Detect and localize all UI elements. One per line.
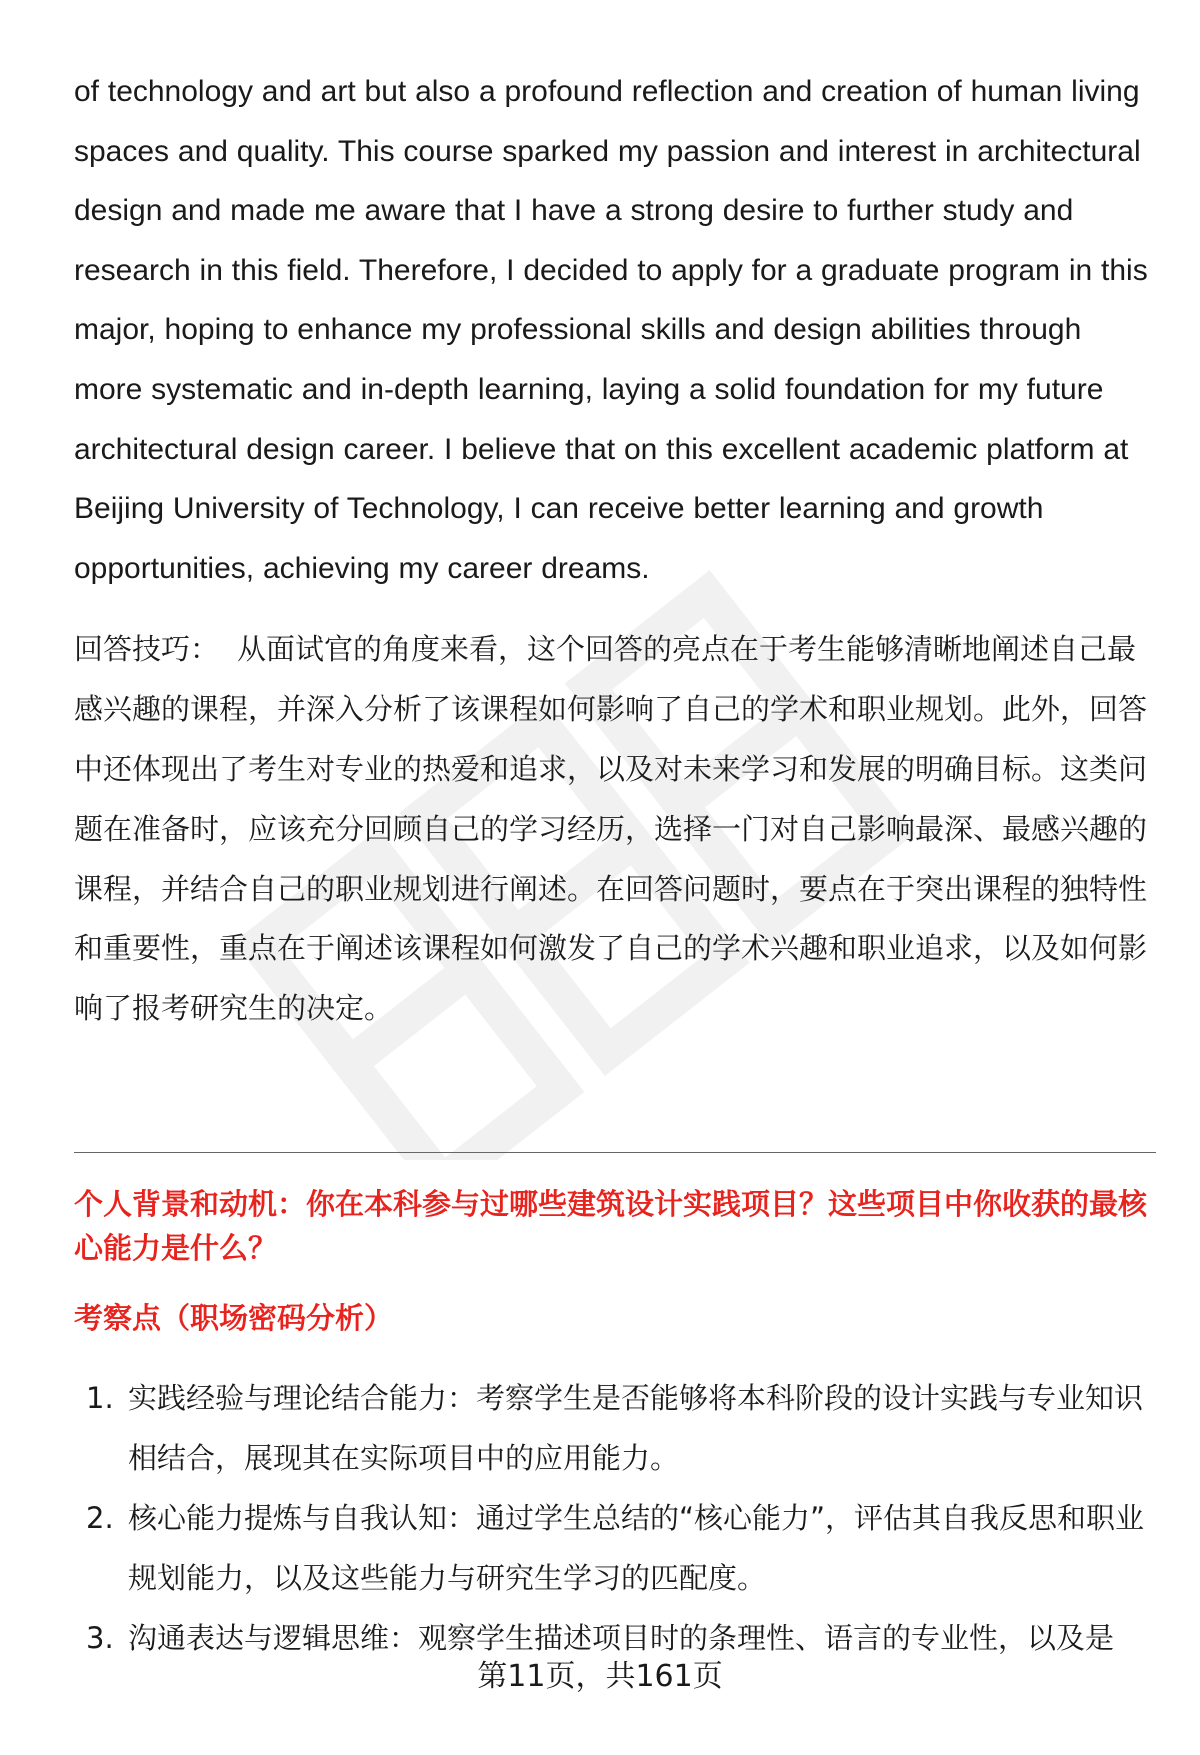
list-item-number: 3. (86, 1621, 114, 1655)
answer-tip-paragraph (74, 620, 1154, 1039)
list-item-text: 实践经验与理论结合能力：考察学生是否能够将本科阶段的设计实践与专业知识相结合，展现其在实际项目中的应用能力。 (128, 1381, 1144, 1475)
assessment-points-list (74, 1368, 1156, 1668)
answer-tip-label: 回答技巧： (74, 632, 220, 667)
list-item-number: 2. (86, 1501, 114, 1535)
interview-question-heading: 个人背景和动机：你在本科参与过哪些建筑设计实践项目？这些项目中你收获的最核心能力是什么？ (74, 1187, 1148, 1265)
list-item-text: 沟通表达与逻辑思维：观察学生描述项目时的条理性、语言的专业性，以及是 (128, 1621, 1115, 1655)
list-item (74, 1368, 1156, 1488)
answer-tip-text: 从面试官的角度来看，这个回答的亮点在于考生能够清晰地阐述自己最感兴趣的课程，并深入分析了该课程如何影响了自己的学术和职业规划。此外，回答中还体现出了考生对专业的热爱和追求，以及对未来学习和发展的明确目标。这类问题在准备时，应该充分回顾自己的学习经历，选择一门对自己影响最深、最感兴趣的课程，并结合自己的职业规划进行阐述。在回答问题时，要点在于突出课程的独特性和重要性，重点在于阐述该课程如何激发了自己的学术兴趣和职业追求，以及如何影响了报考研究生的决定。 (74, 632, 1148, 1026)
list-item-number: 1. (86, 1381, 114, 1415)
list-item (74, 1488, 1156, 1608)
english-answer-paragraph: of technology and art but also a profound reflection and creation of human living spaces and quality. This course sparked my passion and interest in architectural design and made me aware that I have a strong desire to further study and research in this field. Therefore, I decided to apply for a graduate program in this major, hoping to enhance my professional skills and design abilities through more systematic and in-depth learning, laying a solid foundation for my future architectural design career. I believe that on this excellent academic platform at Beijing University of Technology, I can receive better learning and growth opportunities, achieving my career dreams. (74, 75, 1148, 585)
assessment-points-heading: 考察点（职场密码分析） (74, 1301, 394, 1335)
section-divider (74, 1152, 1156, 1153)
page-number-footer: 第11页，共161页 (477, 1659, 723, 1694)
list-item-text: 核心能力提炼与自我认知：通过学生总结的“核心能力”，评估其自我反思和职业规划能力，以及这些能力与研究生学习的匹配度。 (128, 1501, 1145, 1595)
main-content (74, 62, 1154, 1039)
